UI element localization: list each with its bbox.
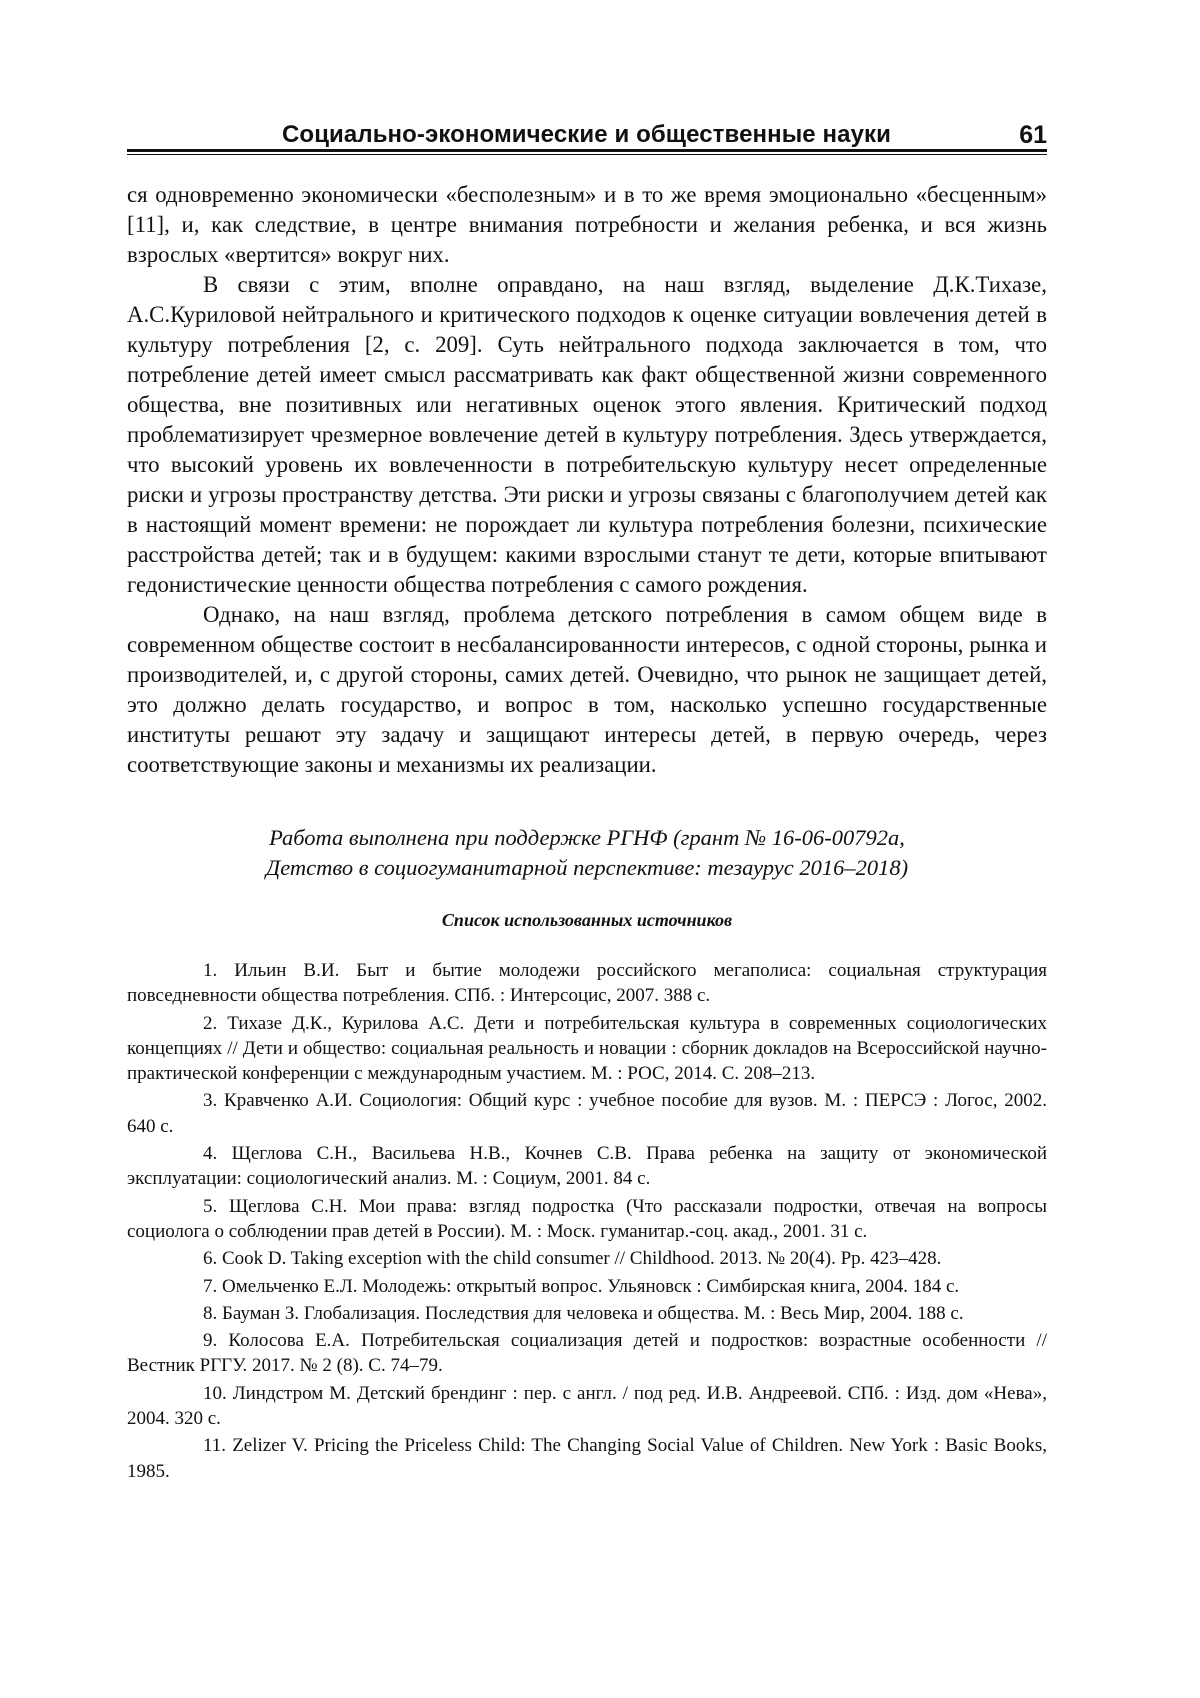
reference-item: 2. Тихазе Д.К., Курилова А.С. Дети и потребительская культура в современных социологических концепциях // Дети и общество: социальная реальность и новации : сборник докладов на Всероссийской научно-практической конференции с международным участием. М. : РОС, 2014. С. 208–213. [127,1012,1047,1085]
header-rule-thick [127,149,1047,152]
reference-item: 5. Щеглова С.Н. Мои права: взгляд подростка (Что рассказали подростки, отвечая на вопросы социолога о соблюдении прав детей в России). М. : Моск. гуманитар.-соц. акад., 2001. 31 с. [127,1195,1047,1242]
article-body [127,180,1047,780]
reference-item: 9. Колосова Е.А. Потребительская социализация детей и подростков: возрастные особенности // Вестник РГГУ. 2017. № 2 (8). С. 74–79. [127,1330,1047,1377]
header-rule-thin [127,154,1047,155]
reference-item: 8. Бауман З. Глобализация. Последствия для человека и общества. М. : Весь Мир, 2004. 188 с. [203,1302,964,1324]
body-paragraph: ся одновременно экономически «бесполезным» и в то же время эмоционально «бесценным» [11], и, как следствие, в центре внимания потребности и желания ребенка, и вся жизнь взрослых «вертится» вокруг них. [127,182,1047,267]
reference-item: 1. Ильин В.И. Быт и бытие молодежи российского мегаполиса: социальная структурация повседневности общества потребления. СПб. : Интерсоцис, 2007. 388 с. [127,960,1047,1007]
page-header [127,118,1047,158]
reference-item: 10. Линдстром М. Детский брендинг : пер. с англ. / под ред. И.В. Андреевой. СПб. : Изд. дом «Нева», 2004. 320 с. [127,1382,1047,1430]
page-number: 61 [1019,121,1047,149]
reference-item: 11. Zelizer V. Pricing the Priceless Child: The Changing Social Value of Children. New York : Basic Books, 1985. [127,1435,1047,1482]
reference-item: 3. Кравченко А.И. Социология: Общий курс : учебное пособие для вузов. М. : ПЕРСЭ : Логос, 2002. 640 с. [127,1090,1047,1137]
references-heading: Список использованных источников [441,910,733,930]
reference-item: 7. Омельченко Е.Л. Молодежь: открытый вопрос. Ульяновск : Симбирская книга, 2004. 184 с. [203,1275,960,1297]
references-list [127,958,1047,1486]
acknowledgement-line: Детство в социогуманитарной перспективе: тезаурус 2016–2018) [265,855,909,880]
body-paragraph: Однако, на наш взгляд, проблема детского потребления в самом общем виде в современном обществе состоит в несбалансированности интересов, с одной стороны, рынка и производителей, и, с другой стороны, самих детей. Очевидно, что рынок не защищает детей, это должно делать государство, и вопрос в том, насколько успешно государственные институты решают эту задачу и защищают интересы детей, в первую очередь, через соответствующие законы и механизмы их реализации. [127,602,1047,777]
funding-acknowledgement [127,823,1047,883]
acknowledgement-line: Работа выполнена при поддержке РГНФ (грант № 16-06-00792а, [269,825,905,850]
reference-item: 4. Щеглова С.Н., Васильева Н.В., Кочнев С.В. Права ребенка на защиту от экономической эксплуатации: социологический анализ. М. : Социум, 2001. 84 с. [127,1143,1047,1190]
running-title: Социально-экономические и общественные науки [282,121,891,148]
reference-item: 6. Cook D. Taking exception with the child consumer // Childhood. 2013. № 20(4). Pp. 423–428. [203,1248,942,1270]
body-paragraph: В связи с этим, вполне оправдано, на наш взгляд, выделение Д.К.Тихазе, А.С.Куриловой нейтрального и критического подходов к оценке ситуации вовлечения детей в культуру потребления [2, с. 209]. Суть нейтрального подхода заключается в том, что потребление детей имеет смысл рассматривать как факт общественной жизни современного общества, вне позитивных или негативных оценок этого явления. Критический подход проблематизирует чрезмерное вовлечение детей в культуру потребления. Здесь утверждается, что высокий уровень их вовлеченности в потребительскую культуру несет определенные риски и угрозы пространству детства. Эти риски и угрозы связаны с благополучием детей как в настоящий момент времени: не порождает ли культура потребления болезни, психические расстройства детей; так и в будущем: какими взрослыми станут те дети, которые впитывают гедонистические ценности общества потребления с самого рождения. [127,272,1047,597]
